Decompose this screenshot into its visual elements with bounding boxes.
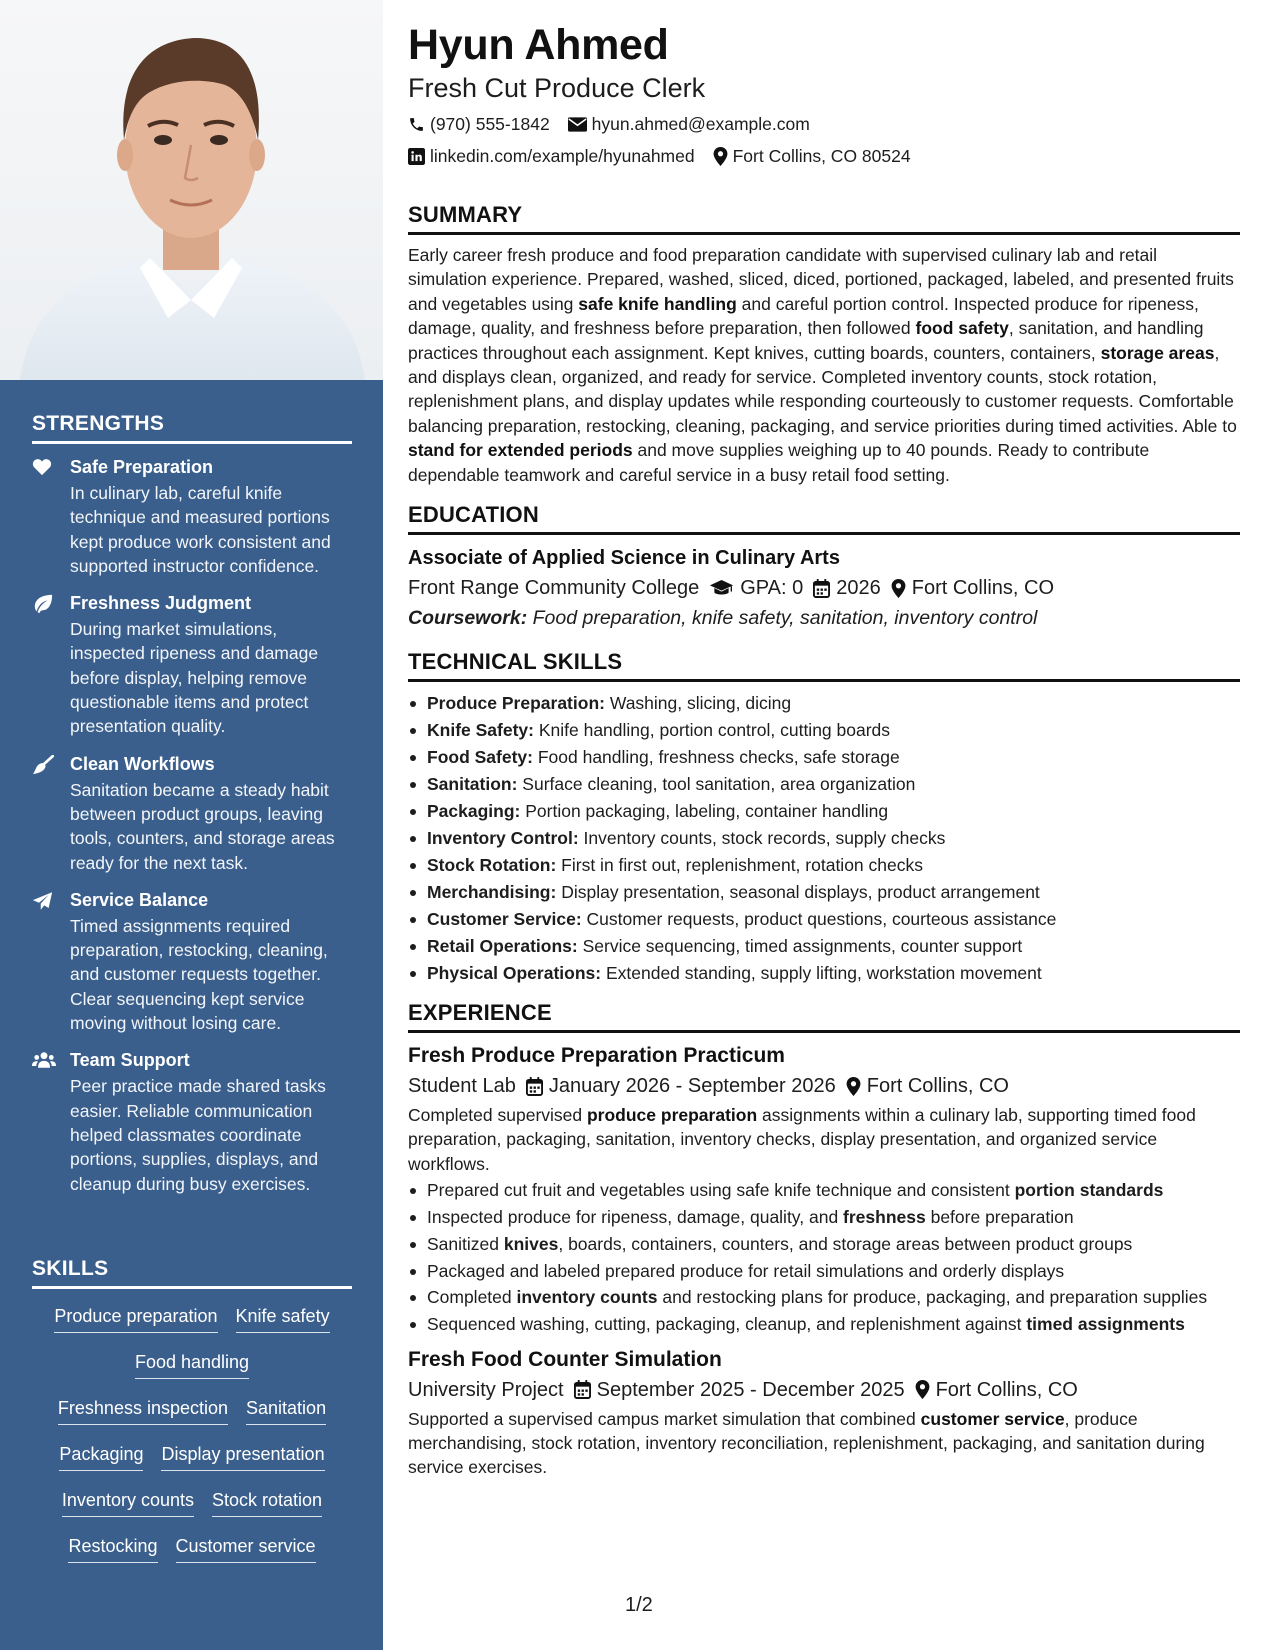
- coursework: [408, 603, 1240, 633]
- skills-heading: SKILLS: [32, 1257, 352, 1289]
- strength-title: Safe Preparation: [70, 457, 214, 477]
- job-bullets: [408, 1178, 1240, 1336]
- strength-description: In culinary lab, careful knife technique and measured portions kept produce work consistent and supported instructor confidence.: [70, 483, 331, 576]
- tech-skill-label: Retail Operations:: [427, 936, 578, 957]
- job-location-item: [915, 1375, 1078, 1405]
- users-icon: [32, 1049, 70, 1195]
- calendar-icon: [574, 1380, 591, 1399]
- edu-location-text: Fort Collins, CO: [911, 577, 1054, 600]
- job-dates: September 2025 - December 2025: [596, 1378, 905, 1401]
- job-organization: University Project: [408, 1378, 564, 1401]
- tech-skill-label: Customer Service:: [427, 909, 582, 930]
- summary-section: [408, 202, 1240, 487]
- strengths-heading: STRENGTHS: [32, 412, 352, 444]
- linkedin-contact[interactable]: [408, 140, 695, 172]
- phone-text: (970) 555-1842: [430, 114, 550, 134]
- skill-tag-produce-preparation: Produce preparation: [54, 1303, 217, 1333]
- candidate-role: Fresh Cut Produce Clerk: [408, 73, 706, 103]
- strength-item-freshness-judgment: [32, 592, 352, 738]
- tech-skill-label: Produce Preparation:: [427, 693, 605, 714]
- tech-skill-merchandising: [408, 879, 1240, 906]
- school-name: Front Range Community College: [408, 577, 700, 600]
- tech-skill-value: Inventory counts, stock records, supply checks: [578, 828, 946, 849]
- experience-section: [408, 1000, 1240, 1480]
- text-segment: assignments within a culinary lab, supporting timed food preparation, packaging, sanitation, inventory checks, display presentation, and organized service workflows.: [408, 1105, 1196, 1174]
- technical-skills-heading: TECHNICAL SKILLS: [408, 649, 1240, 682]
- experience-heading: EXPERIENCE: [408, 1000, 1240, 1033]
- text-segment: Sequenced washing, cutting, packaging, cleanup, and replenishment against: [427, 1314, 1027, 1335]
- technical-skills-list: [408, 690, 1240, 987]
- skills-row: [32, 1487, 352, 1517]
- tech-skill-value: Display presentation, seasonal displays, product arrangement: [556, 882, 1040, 903]
- text-segment: Supported a supervised campus market simulation that combined: [408, 1408, 921, 1429]
- tech-skill-label: Knife Safety:: [427, 720, 534, 741]
- tech-skill-value: First in first out, replenishment, rotation checks: [556, 855, 923, 876]
- coursework-text: Food preparation, knife safety, sanitation, inventory control: [527, 607, 1038, 630]
- skill-tag-packaging: Packaging: [59, 1441, 143, 1471]
- tech-skill-knife-safety: [408, 717, 1240, 744]
- summary-text: [408, 243, 1240, 487]
- tech-skill-label: Physical Operations:: [427, 963, 602, 984]
- job-title: Fresh Food Counter Simulation: [408, 1347, 722, 1371]
- bold-text: timed assignments: [1026, 1314, 1185, 1335]
- bold-text: produce preparation: [586, 1105, 758, 1126]
- location-contact: [713, 140, 911, 172]
- summary-heading: SUMMARY: [408, 202, 1240, 235]
- skill-tag-freshness-inspection: Freshness inspection: [58, 1395, 228, 1425]
- experience-list: [408, 1041, 1240, 1480]
- text-segment: Completed supervised: [408, 1105, 587, 1126]
- bold-text: food safety: [915, 318, 1009, 339]
- skill-tag-sanitation: Sanitation: [246, 1395, 326, 1425]
- skill-tag-knife-safety: Knife safety: [236, 1303, 330, 1333]
- year-item: [813, 573, 881, 603]
- strengths-list: [32, 456, 352, 1196]
- bold-text: inventory counts: [516, 1287, 658, 1308]
- skills-row: [32, 1533, 352, 1563]
- strength-item-team-support: [32, 1049, 352, 1195]
- gpa-text: GPA: 0: [740, 577, 804, 600]
- edu-location-item: [891, 573, 1054, 603]
- job-meta: [408, 1375, 1240, 1405]
- tech-skill-label: Merchandising:: [427, 882, 557, 903]
- candidate-name: Hyun Ahmed: [408, 21, 669, 69]
- location-text: Fort Collins, CO 80524: [732, 146, 911, 166]
- phone-icon: [408, 116, 425, 133]
- map-pin-icon: [891, 579, 906, 598]
- education-section: [408, 502, 1240, 633]
- tech-skill-label: Food Safety:: [427, 747, 533, 768]
- strengths-section: [32, 412, 352, 1210]
- job-location: Fort Collins, CO: [935, 1378, 1078, 1401]
- calendar-icon: [526, 1077, 543, 1096]
- tech-skill-label: Stock Rotation:: [427, 855, 557, 876]
- text-segment: Sanitized: [427, 1233, 504, 1254]
- bold-text: portion standards: [1014, 1180, 1164, 1201]
- linkedin-text: linkedin.com/example/hyunahmed: [430, 146, 695, 166]
- tech-skill-retail-operations: [408, 933, 1240, 960]
- contact-row-1: [408, 108, 1240, 140]
- strength-description: Timed assignments required preparation, restocking, cleaning, and customer requests together. Clear sequencing kept service moving without losing care.: [70, 915, 328, 1034]
- calendar-icon: [813, 579, 830, 598]
- strength-body: [70, 753, 352, 875]
- tech-skill-value: Service sequencing, timed assignments, counter support: [577, 936, 1023, 957]
- strength-title: Clean Workflows: [70, 753, 215, 774]
- skills-row: [32, 1395, 352, 1425]
- job-dates-item: [574, 1375, 905, 1405]
- tech-skill-value: Extended standing, supply lifting, workstation movement: [601, 963, 1042, 984]
- email-contact[interactable]: [568, 108, 810, 140]
- strength-item-safe-preparation: [32, 456, 352, 578]
- envelope-icon: [568, 117, 587, 132]
- skills-section: [32, 1257, 352, 1579]
- gpa-item: [709, 573, 803, 603]
- skills-row: [32, 1441, 352, 1471]
- tech-skill-label: Sanitation:: [427, 774, 518, 795]
- text-segment: Prepared cut fruit and vegetables using safe knife technique and consistent: [427, 1180, 1015, 1201]
- skill-tag-display-presentation: Display presentation: [161, 1441, 324, 1471]
- job-meta: [408, 1071, 1240, 1101]
- text-segment: , and displays clean, organized, and ready for service. Completed inventory counts, stock rotation, replenishment plans, and display updates while responding courteously to customer requests. Comfortable balancing preparation, restocking, cleaning, packaging, and service priorities during timed activities. Able to: [408, 342, 1237, 436]
- bold-text: knives: [503, 1233, 559, 1254]
- broom-icon: [32, 753, 70, 875]
- bold-text: freshness: [843, 1207, 926, 1228]
- tech-skill-customer-service: [408, 906, 1240, 933]
- text-segment: before preparation: [925, 1207, 1074, 1228]
- text-segment: , sanitation, and handling practices throughout each assignment. Kept knives, cutting boards, counters, containers,: [408, 318, 1204, 363]
- tech-skill-value: Knife handling, portion control, cutting boards: [533, 720, 891, 741]
- tech-skill-produce-preparation: [408, 690, 1240, 717]
- bold-text: storage areas: [1100, 342, 1215, 363]
- strength-item-service-balance: [32, 889, 352, 1035]
- tech-skill-stock-rotation: [408, 852, 1240, 879]
- text-segment: Inspected produce for ripeness, damage, quality, and: [427, 1207, 844, 1228]
- skill-tag-food-handling: Food handling: [135, 1349, 249, 1379]
- strength-body: [70, 456, 352, 578]
- job-bullet: [408, 1285, 1240, 1309]
- technical-skills-section: [408, 649, 1240, 987]
- job-location: Fort Collins, CO: [866, 1075, 1009, 1098]
- strength-body: [70, 889, 352, 1035]
- job-dates-item: [526, 1071, 836, 1101]
- strength-body: [70, 592, 352, 738]
- skill-tag-restocking: Restocking: [68, 1533, 157, 1563]
- strength-title: Team Support: [70, 1050, 190, 1071]
- job-bullet: [408, 1205, 1240, 1229]
- job-bullet: [408, 1259, 1240, 1283]
- map-pin-icon: [846, 1077, 861, 1096]
- bold-text: customer service: [920, 1408, 1065, 1429]
- tech-skill-packaging: [408, 798, 1240, 825]
- tech-skill-label: Inventory Control:: [427, 828, 579, 849]
- text-segment: , produce merchandising, stock rotation, inventory reconciliation, replenishment, packaging, and sanitation during service exercises.: [408, 1408, 1205, 1478]
- linkedin-icon: [408, 148, 425, 165]
- text-segment: Packaged and labeled prepared produce for retail simulations and orderly displays: [427, 1260, 1065, 1281]
- job-description: [408, 1407, 1240, 1480]
- paper-plane-icon: [32, 889, 70, 1035]
- year-text: 2026: [836, 577, 881, 600]
- bold-text: stand for extended periods: [408, 440, 633, 461]
- education-meta: [408, 573, 1240, 603]
- text-segment: and careful portion control. Inspected produce for ripeness, damage, quality, and freshness before preparation, then followed: [408, 293, 1199, 339]
- strength-description: Peer practice made shared tasks easier. Reliable communication helped classmates coordinate portions, supplies, displays, and cleanup during busy exercises.: [70, 1076, 326, 1194]
- text-segment: and move supplies weighing up to 40 pounds. Ready to contribute dependable teamwork and careful service in a busy retail food setting.: [408, 440, 1150, 485]
- heart-icon: [32, 456, 70, 578]
- job-dates: January 2026 - September 2026: [548, 1075, 836, 1098]
- text-segment: and restocking plans for produce, packaging, and preparation supplies: [657, 1287, 1208, 1308]
- strength-description: Sanitation became a steady habit between product groups, leaving tools, counters, and storage areas ready for the next task.: [70, 779, 335, 873]
- contact-row-2: [408, 140, 1240, 172]
- skill-tag-inventory-counts: Inventory counts: [62, 1487, 194, 1517]
- job-entry: [408, 1041, 1240, 1337]
- job-bullet: [408, 1312, 1240, 1336]
- graduation-cap-icon: [709, 579, 734, 597]
- tech-skill-food-safety: [408, 744, 1240, 771]
- strength-body: [70, 1049, 352, 1195]
- skills-row: [32, 1349, 352, 1379]
- skills-row: [32, 1303, 352, 1333]
- tech-skill-sanitation: [408, 771, 1240, 798]
- job-description: [408, 1103, 1240, 1176]
- profile-photo: [0, 0, 383, 380]
- skill-tag-customer-service: Customer service: [176, 1533, 316, 1563]
- page-number: 1/2: [625, 1594, 653, 1616]
- skills-list: [32, 1303, 352, 1563]
- phone-contact[interactable]: [408, 108, 550, 140]
- tech-skill-value: Portion packaging, labeling, container handling: [520, 801, 889, 822]
- strength-description: During market simulations, inspected ripeness and damage before display, helping remove questionable items and protect presentation quality.: [70, 619, 319, 737]
- leaf-icon: [32, 592, 70, 738]
- map-pin-icon: [713, 147, 728, 166]
- tech-skill-label: Packaging:: [427, 801, 521, 822]
- strength-item-clean-workflows: [32, 753, 352, 875]
- degree-title: Associate of Applied Science in Culinary Arts: [408, 547, 840, 570]
- text-segment: Completed: [427, 1287, 517, 1308]
- tech-skill-value: Washing, slicing, dicing: [604, 693, 792, 714]
- bold-text: safe knife handling: [578, 293, 737, 314]
- tech-skill-value: Customer requests, product questions, courteous assistance: [581, 909, 1057, 930]
- job-location-item: [846, 1071, 1009, 1101]
- email-text: hyun.ahmed@example.com: [591, 114, 810, 134]
- job-title: Fresh Produce Preparation Practicum: [408, 1044, 785, 1068]
- tech-skill-physical-operations: [408, 960, 1240, 987]
- text-segment: , boards, containers, counters, and storage areas between product groups: [558, 1233, 1133, 1254]
- job-entry: [408, 1345, 1240, 1480]
- job-bullet: [408, 1232, 1240, 1256]
- skill-tag-stock-rotation: Stock rotation: [212, 1487, 322, 1517]
- tech-skill-value: Surface cleaning, tool sanitation, area organization: [517, 774, 916, 795]
- job-bullet: [408, 1178, 1240, 1202]
- sidebar: [0, 0, 383, 1650]
- text-segment: Early career fresh produce and food preparation candidate with supervised culinary lab and retail simulation experience. Prepared, washed, sliced, diced, portioned, packaged, labeled, and presented fruits and vegetables using: [408, 245, 1234, 314]
- strength-title: Freshness Judgment: [70, 593, 252, 614]
- tech-skill-inventory-control: [408, 825, 1240, 852]
- job-organization: Student Lab: [408, 1075, 516, 1098]
- coursework-label: Coursework:: [408, 607, 528, 630]
- education-heading: EDUCATION: [408, 502, 1240, 535]
- map-pin-icon: [915, 1380, 930, 1399]
- strength-title: Service Balance: [70, 889, 209, 910]
- main-content: [408, 20, 1240, 1488]
- tech-skill-value: Food handling, freshness checks, safe storage: [532, 747, 900, 768]
